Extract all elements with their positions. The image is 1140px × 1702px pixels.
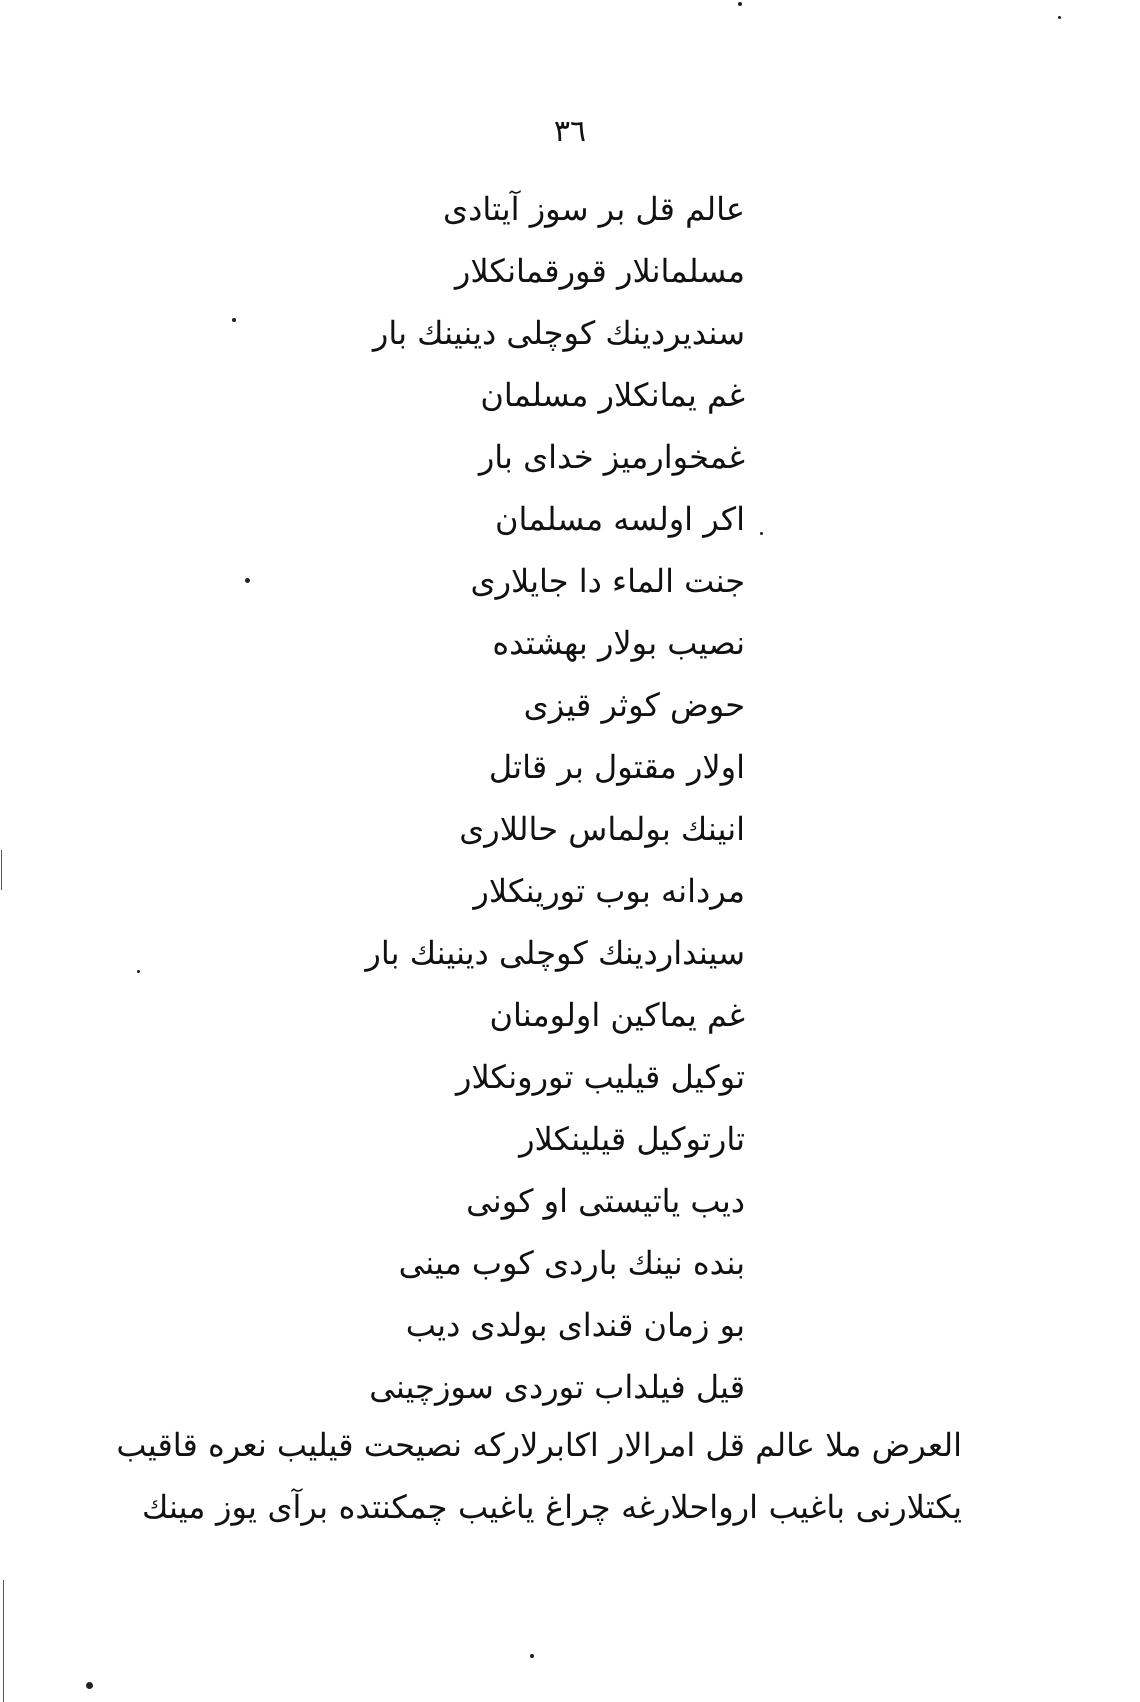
prose-line: العرض ملا عالم قل امرالار اکابرلارکه نصیحت قیلیب نعره قاقیب [116, 1426, 962, 1464]
verse-line: تارتوکیل قیلینکلار [519, 1120, 745, 1158]
verse-line: دیب یاتیستی او کونی [466, 1182, 745, 1220]
scan-edge-line [3, 1580, 4, 1702]
scan-speck [760, 532, 763, 535]
verse-line: مسلمانلار قورقمانکلار [454, 252, 745, 290]
verse-line: حوض کوثر قیزی [523, 686, 745, 724]
verse-line: توکیل قیلیب تورونکلار [456, 1058, 745, 1096]
verse-line: جنت الماء دا جایلاری [470, 562, 745, 600]
scan-edge-line [1, 850, 2, 890]
verse-block [365, 178, 745, 1418]
scan-speck [86, 1682, 93, 1689]
verse-line: مردانه بوب تورینکلار [473, 872, 745, 910]
scan-speck [1058, 16, 1061, 19]
prose-block [116, 1414, 962, 1538]
scan-speck [232, 318, 236, 322]
scan-speck [137, 970, 140, 973]
verse-line: اولار مقتول بر قاتل [488, 748, 745, 786]
verse-line: بو زمان قندای بولدی دیب [405, 1306, 745, 1344]
verse-line: بنده نینك باردی کوب مینی [398, 1244, 745, 1282]
prose-line: یکتلارنی باغیب ارواحلارغه چراغ یاغیب چمکنتده برآی یوز مینك [142, 1488, 962, 1526]
scan-speck [245, 578, 250, 583]
verse-line: غم یماکین اولومنان [489, 996, 745, 1034]
verse-line: نصیب بولار بهشتده [492, 624, 745, 662]
verse-line: انینك بولماس حاللاری [459, 810, 745, 848]
verse-line: قیل فیلداب توردی سوزچینی [369, 1368, 745, 1406]
verse-line: غم یمانکلار مسلمان [480, 376, 745, 414]
scan-speck [530, 1654, 534, 1658]
verse-line: عالم قل بر سوز آیتادی [443, 190, 745, 228]
verse-line: اکر اولسه مسلمان [495, 500, 745, 538]
verse-line: سندیردینك کوچلی دینینك بار [372, 314, 745, 352]
page-number: ٣٦ [553, 114, 587, 149]
verse-line: سینداردینك کوچلی دینینك بار [365, 934, 745, 972]
verse-line: غمخوارمیز خدای بار [478, 438, 745, 476]
scan-speck [738, 2, 742, 6]
